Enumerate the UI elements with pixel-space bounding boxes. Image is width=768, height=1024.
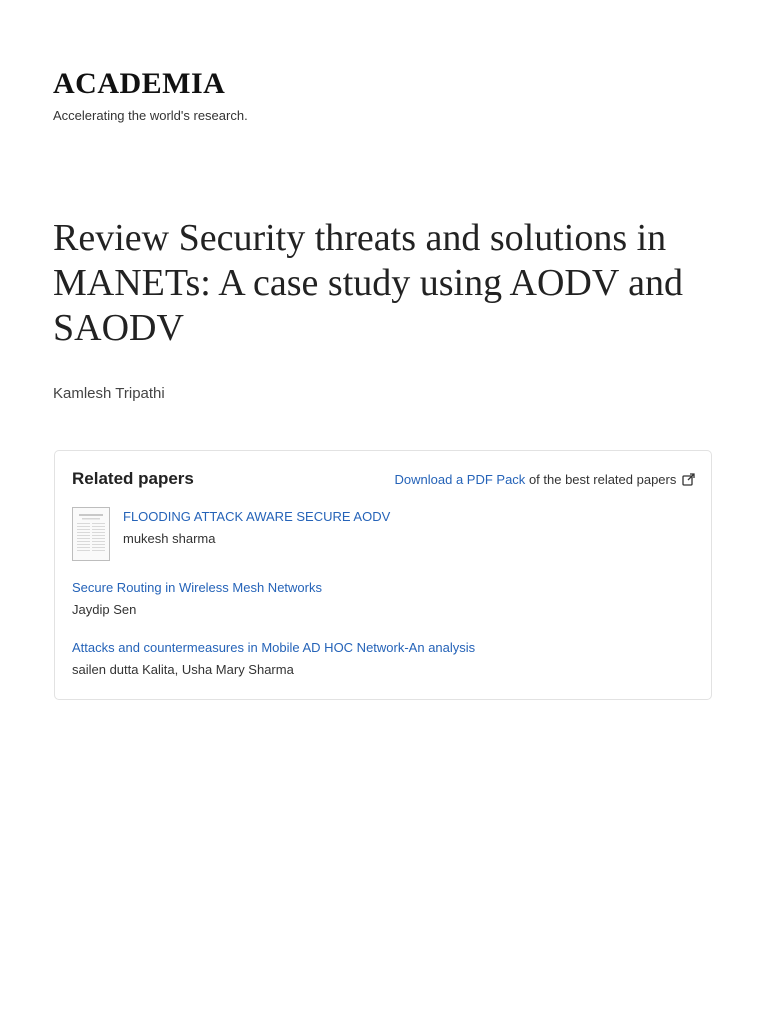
paper-title: Review Security threats and solutions in MANETs: A case study using AODV and SAODV [53, 217, 683, 349]
related-paper-title-link[interactable]: FLOODING ATTACK AWARE SECURE AODV [123, 509, 391, 524]
related-paper-authors: mukesh sharma [123, 531, 216, 546]
paper-author: Kamlesh Tripathi [53, 385, 165, 402]
external-link-icon[interactable] [682, 473, 695, 491]
related-paper-item [72, 639, 475, 679]
academia-logo[interactable]: ACADEMIA [53, 67, 226, 100]
related-paper-title-link[interactable]: Attacks and countermeasures in Mobile AD HOC Network-An analysis [72, 640, 476, 655]
paper-thumbnail[interactable] [72, 507, 110, 561]
brand-header [53, 66, 248, 124]
download-pdf-pack-link[interactable]: Download a PDF Pack [394, 472, 526, 487]
related-papers-heading: Related papers [72, 469, 194, 488]
related-paper-item [123, 508, 390, 548]
related-paper-authors: sailen dutta Kalita, Usha Mary Sharma [72, 662, 294, 677]
related-papers-panel [54, 450, 712, 700]
related-paper-title-link[interactable]: Secure Routing in Wireless Mesh Networks [72, 580, 322, 595]
download-pack-suffix: of the best related papers [528, 472, 677, 487]
download-pdf-pack [395, 471, 695, 491]
related-paper-item [72, 579, 322, 619]
related-paper-authors: Jaydip Sen [72, 602, 137, 617]
tagline: Accelerating the world's research. [53, 108, 248, 123]
